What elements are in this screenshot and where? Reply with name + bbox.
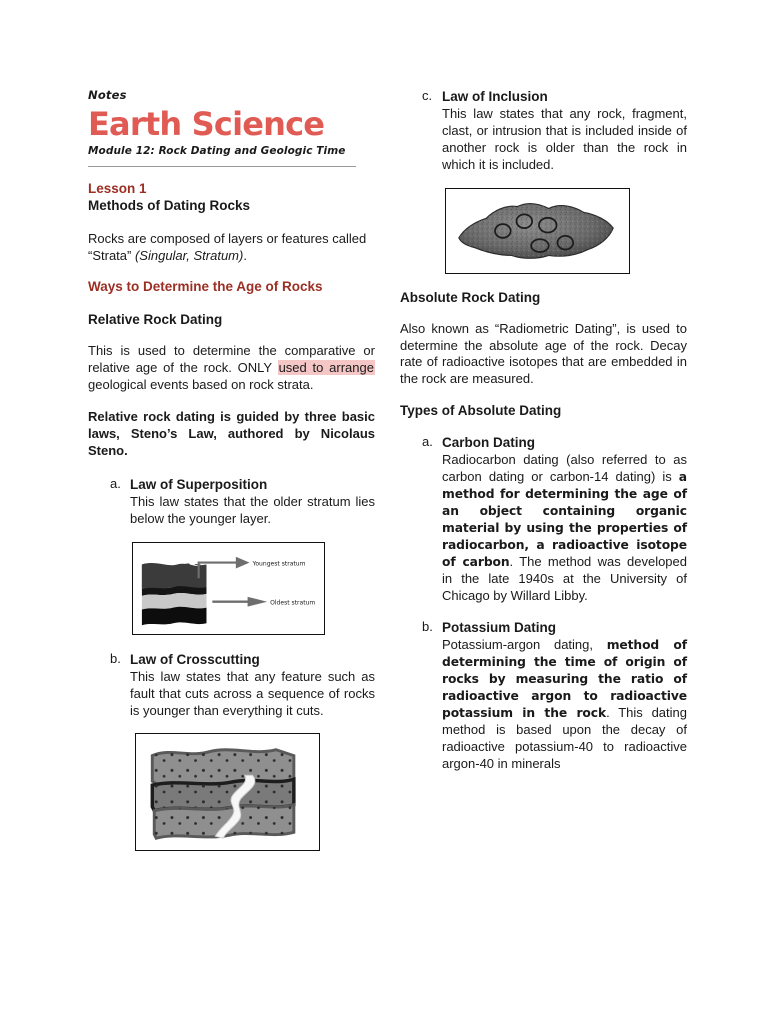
strata-definition-paragraph (88, 231, 375, 265)
list-item-content (130, 476, 375, 528)
list-item-law-crosscutting (88, 651, 375, 720)
strata-text-c: . (243, 247, 247, 263)
list-item-content (442, 434, 687, 605)
type-body (442, 637, 687, 773)
notes-label: Notes (88, 88, 127, 102)
type-body (442, 452, 687, 605)
relative-text-b: geological events based on rock strata. (88, 376, 314, 392)
absolute-rock-dating-heading: Absolute Rock Dating (400, 289, 541, 305)
law-body: This law states that any rock, fragment, clast, or intrusion that is included inside of another rock is older than the rock in which it is included. (442, 106, 687, 172)
list-item-law-inclusion (400, 88, 687, 174)
highlighted-text: used to arrange (278, 360, 374, 376)
module-subtitle: Module 12: Rock Dating and Geologic Time (88, 144, 346, 157)
right-column (400, 88, 687, 988)
list-item-potassium-dating (400, 619, 687, 773)
relative-dating-paragraph (88, 343, 375, 394)
types-of-absolute-dating-heading: Types of Absolute Dating (400, 403, 562, 419)
list-item-content (442, 619, 687, 773)
list-item-content (130, 651, 375, 720)
type-body-plain-1: Potassium-argon dating, (442, 637, 607, 653)
lesson-label: Lesson 1 (88, 180, 147, 196)
list-marker: a. (422, 434, 433, 450)
figure-label-youngest: Youngest stratum (252, 560, 306, 568)
type-body-bold: a method for determining the age of an object containing organic material by using the properties of radiocarbon, a radioactive isotope of carbon (442, 470, 687, 570)
strata-text-a: Rocks are composed of layers or features called “Strata” (88, 230, 367, 263)
type-body-plain-1: Radiocarbon dating (also referred to as carbon dating or carbon-14 dating) is (442, 452, 687, 485)
figure-crosscutting-diagram (135, 733, 320, 851)
header-divider (88, 166, 356, 167)
law-title: Law of Crosscutting (130, 651, 260, 667)
ways-to-determine-heading: Ways to Determine the Age of Rocks (88, 279, 323, 295)
type-title: Carbon Dating (442, 435, 535, 451)
type-body-plain-2: . The method was developed in the late 1940s at the University of Chicago by Willard Libby. (442, 554, 687, 604)
figure-inclusion-rock (445, 188, 630, 274)
left-column (88, 88, 375, 988)
three-laws-lead: Relative rock dating is guided by three basic laws, Steno’s Law, authored by Nicolaus Steno. (88, 408, 375, 458)
type-body-plain-2: . This dating method is based upon the decay of radioactive potassium-40 to radioactive argon-40 in minerals (442, 705, 687, 771)
list-marker: a. (110, 475, 121, 491)
list-item-law-superposition (88, 476, 375, 528)
page-title: Earth Science (88, 105, 325, 143)
law-title: Law of Inclusion (442, 89, 548, 104)
absolute-dating-paragraph: Also known as “Radiometric Dating”, is used to determine the absolute age of the rock. Decay rate of radioactive isotopes that are embedded in the rock are measured. (400, 320, 687, 387)
lesson-title: Methods of Dating Rocks (88, 197, 251, 213)
law-body: This law states that any feature such as fault that cuts across a sequence of rocks is younger than everything it cuts. (130, 668, 375, 718)
relative-text-a: This is used to determine the comparative or relative age of the rock. ONLY (88, 343, 375, 376)
superposition-svg (133, 543, 324, 634)
crosscutting-svg (136, 734, 319, 850)
figure-superposition-diagram (132, 542, 325, 635)
list-marker: b. (422, 618, 433, 634)
list-marker: c. (422, 88, 433, 103)
type-title: Potassium Dating (442, 619, 557, 635)
relative-rock-dating-heading: Relative Rock Dating (88, 312, 223, 328)
type-body-bold: method of determining the time of origin of rocks by measuring the ratio of radioactive argon to radioactive potassium in the rock (442, 638, 688, 721)
law-title: Law of Superposition (130, 476, 268, 492)
list-item-carbon-dating (400, 434, 687, 605)
two-column-layout (88, 88, 688, 988)
figure-label-oldest: Oldest stratum (270, 599, 316, 607)
list-item-content (442, 88, 687, 174)
list-marker: b. (110, 650, 121, 666)
law-body: This law states that the older stratum lies below the younger layer. (130, 493, 375, 526)
inclusion-svg (446, 189, 629, 273)
strata-text-italic: (Singular, Stratum) (134, 247, 244, 263)
